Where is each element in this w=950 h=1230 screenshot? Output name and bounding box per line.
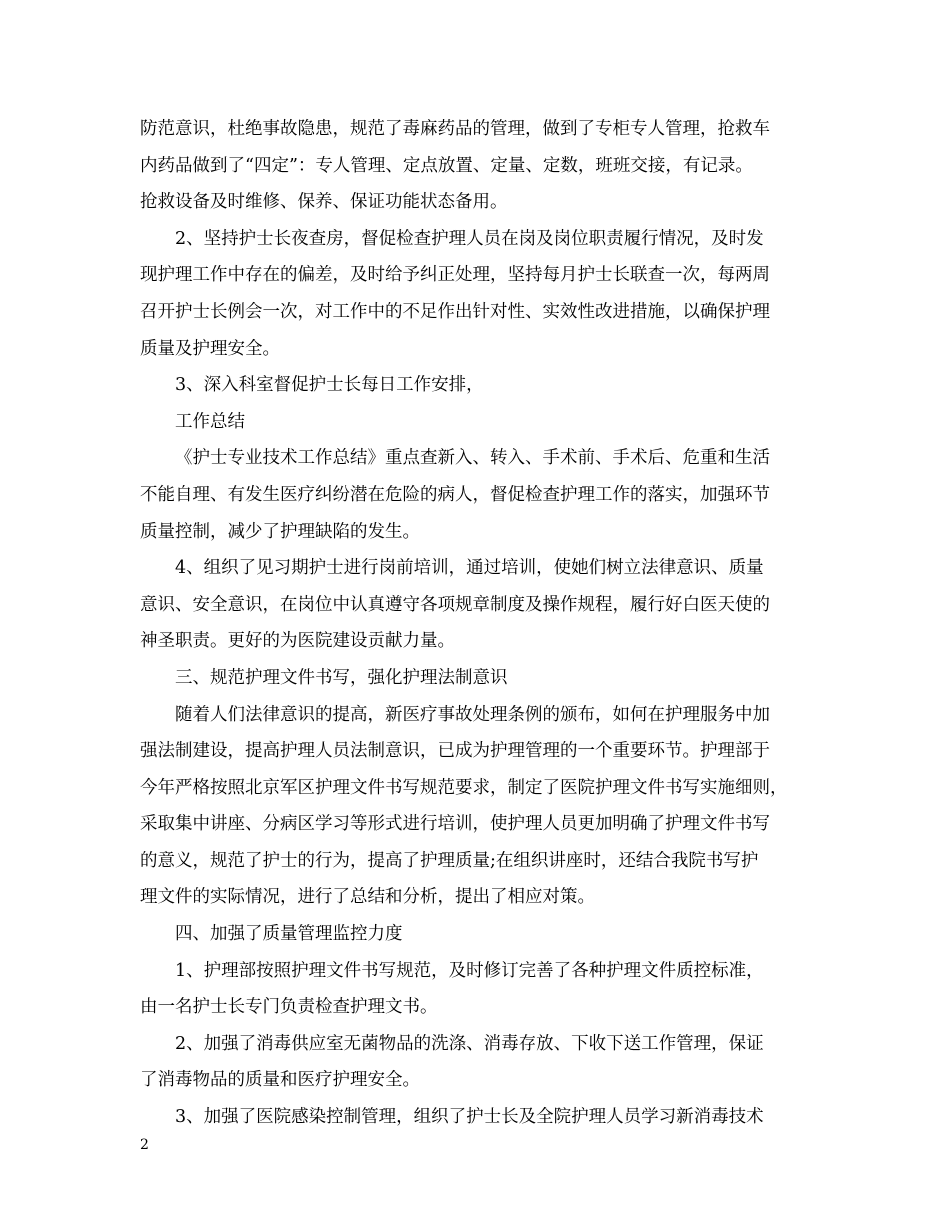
section-heading: 四、加强了质量管理监控力度 [175, 924, 403, 945]
text-line: 的意义，规范了护士的行为，提高了护理质量;在组织讲座时，还结合我院书写护 [140, 850, 759, 871]
text-line: 神圣职责。更好的为医院建设贡献力量。 [140, 631, 455, 652]
text-line: 现护理工作中存在的偏差，及时给予纠正处理，坚持每月护士长联查一次，每两周 [140, 265, 770, 286]
section-heading: 三、规范护理文件书写，强化护理法制意识 [175, 667, 508, 688]
text-line: 2、加强了消毒供应室无菌物品的洗涤、消毒存放、下收下送工作管理，保证 [175, 1033, 764, 1054]
text-line: 意识、安全意识，在岗位中认真遵守各项规章制度及操作规程，履行好白医天使的 [140, 594, 770, 615]
text-line: 强法制建设，提高护理人员法制意识，已成为护理管理的一个重要环节。护理部于 [140, 741, 770, 762]
text-line: 2、坚持护士长夜查房，督促检查护理人员在岗及岗位职责履行情况，及时发 [175, 228, 764, 249]
text-line: 防范意识，杜绝事故隐患，规范了毒麻药品的管理，做到了专柜专人管理，抢救车 [140, 119, 770, 139]
text-line: 理文件的实际情况，进行了总结和分析，提出了相应对策。 [140, 887, 595, 908]
text-line: 随着人们法律意识的提高，新医疗事故处理条例的颁布，如何在护理服务中加 [175, 704, 770, 725]
text-line: 了消毒物品的质量和医疗护理安全。 [140, 1070, 420, 1091]
page-number: 2 [140, 1137, 149, 1153]
text-line: 4、组织了见习期护士进行岗前培训，通过培训，使她们树立法律意识、质量 [175, 558, 764, 579]
text-line: 今年严格按照北京军区护理文件书写规范要求，制定了医院护理文件书写实施细则， [140, 777, 788, 798]
body-paragraph [140, 111, 820, 1136]
document-body [140, 111, 820, 1136]
text-line: 由一名护士长专门负责检查护理文书。 [140, 997, 438, 1018]
text-line: 内药品做到了“四定”：专人管理、定点放置、定量、定数，班班交接，有记录。 [140, 155, 753, 176]
text-line: 1、护理部按照护理文件书写规范，及时修订完善了各种护理文件质控标准， [175, 960, 764, 981]
text-line: 召开护士长例会一次，对工作中的不足作出针对性、实效性改进措施，以确保护理 [140, 301, 770, 322]
text-line: 3、加强了医院感染控制管理，组织了护士长及全院护理人员学习新消毒技术 [175, 1107, 764, 1128]
text-line: 采取集中讲座、分病区学习等形式进行培训，使护理人员更加明确了护理文件书写 [140, 814, 770, 835]
text-line: 抢救设备及时维修、保养、保证功能状态备用。 [140, 192, 508, 213]
text-line: 3、深入科室督促护士长每日工作安排， [175, 375, 484, 396]
text-line: 质量及护理安全。 [140, 338, 280, 359]
text-line: 质量控制，减少了护理缺陷的发生。 [140, 521, 420, 542]
text-line: 不能自理、有发生医疗纠纷潜在危险的病人，督促检查护理工作的落实，加强环节 [140, 484, 770, 505]
text-line: 《护士专业技术工作总结》重点查新入、转入、手术前、手术后、危重和生活 [175, 448, 770, 469]
text-line: 工作总结 [175, 411, 245, 432]
